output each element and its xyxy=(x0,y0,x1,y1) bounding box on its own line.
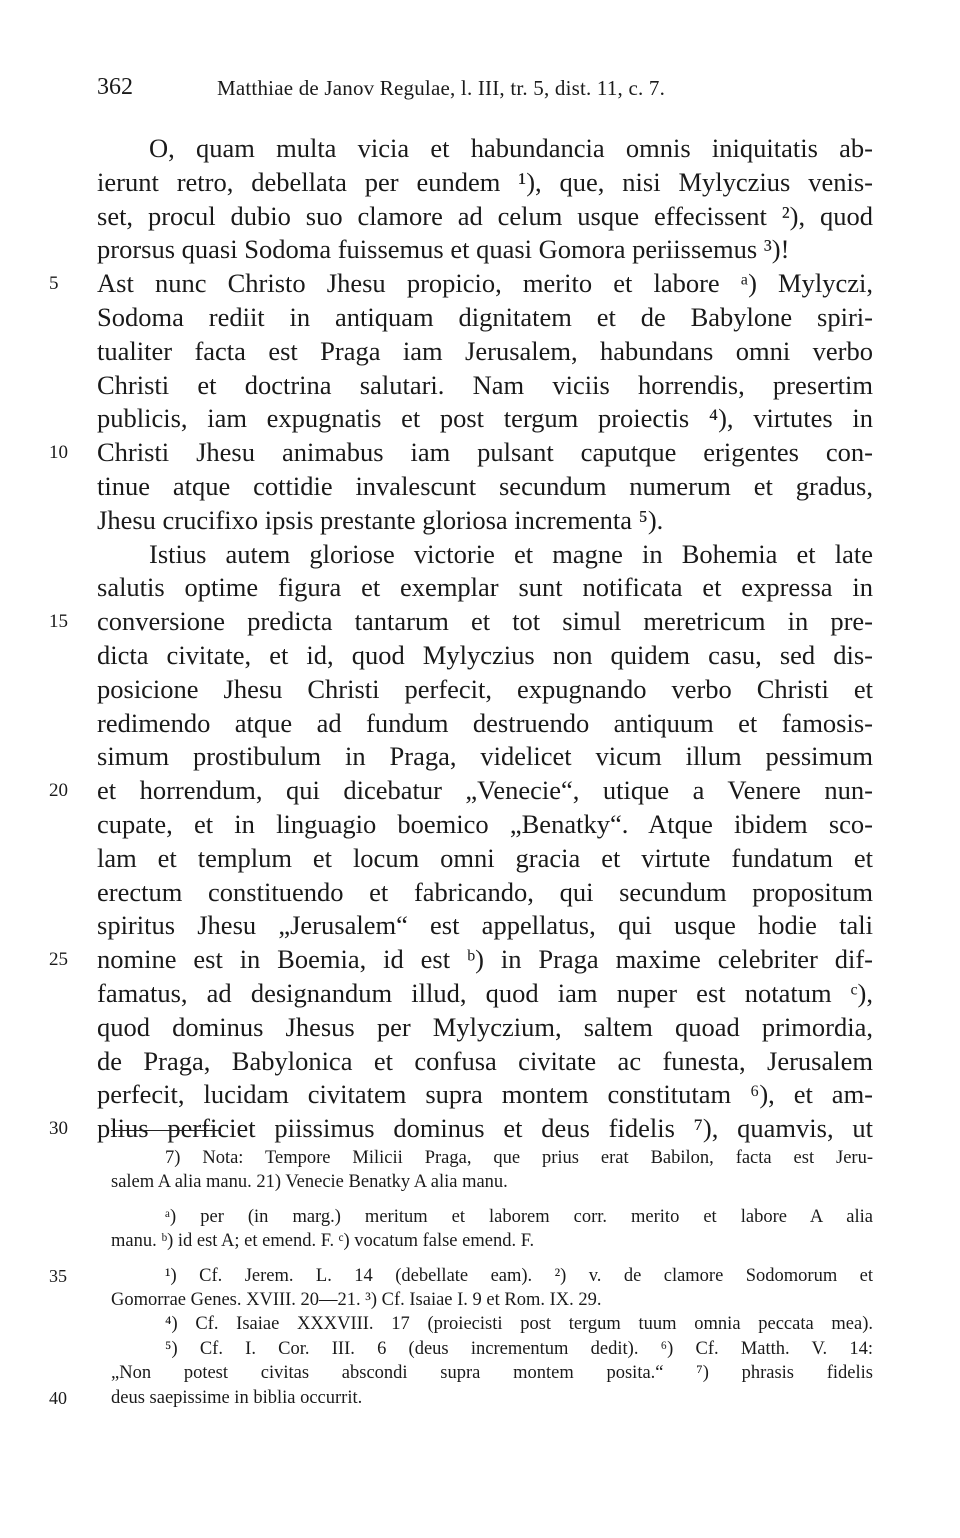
text-line xyxy=(97,233,873,267)
line-text: tualiter facta est Praga iam Jerusalem, habundans omni verbo xyxy=(97,335,873,366)
text-line xyxy=(97,909,873,943)
footnote-text: ⁵) Cf. I. Cor. III. 6 (deus incrementum dedit). ⁶) Cf. Matth. V. 14: xyxy=(165,1338,873,1359)
text-line xyxy=(97,470,873,504)
text-line xyxy=(97,301,873,335)
line-text: cupate, et in linguagio boemico „Benatky“. Atque ibidem sco- xyxy=(97,808,873,839)
line-text: famatus, ad designandum illud, quod iam nuper est notatum ᶜ), xyxy=(97,977,873,1008)
line-text: posicione Jhesu Christi perfecit, expugnando verbo Christi et xyxy=(97,673,873,704)
line-text: set, procul dubio suo clamore ad celum usque effecissent ²), quod xyxy=(97,200,873,231)
footnote-line xyxy=(111,1337,873,1361)
line-text: Istius autem gloriose victorie et magne in Bohemia et late xyxy=(149,538,873,569)
footnote-text: manu. ᵇ) id est A; et emend. F. ᶜ) vocatum false emend. F. xyxy=(111,1231,535,1252)
text-line xyxy=(97,166,873,200)
running-title: Matthiae de Janov Regulae, l. III, tr. 5, dist. 11, c. 7. xyxy=(217,76,666,100)
line-text: Christi et doctrina salutari. Nam viciis horrendis, presertim xyxy=(97,369,873,400)
footnote-line xyxy=(49,1264,873,1288)
footnote-line xyxy=(111,1361,873,1385)
footnote-separator xyxy=(111,1130,221,1131)
footnote-text: „Non potest civitas abscondi supra montem posita.“ ⁷) phrasis fidelis xyxy=(111,1363,873,1384)
text-line xyxy=(97,369,873,403)
text-line xyxy=(97,842,873,876)
line-text: lam et templum et locum omni gracia et virtute fundatum et xyxy=(97,842,873,873)
line-text: publicis, iam expugnatis et post tergum proiectis ⁴), virtutes in xyxy=(97,403,873,434)
line-number: 10 xyxy=(49,442,68,464)
line-text: erectum constituendo et fabricando, qui secundum propositum xyxy=(97,876,873,907)
text-line xyxy=(97,571,873,605)
footnotes xyxy=(49,1146,873,1410)
text-line xyxy=(49,943,873,977)
line-number: 35 xyxy=(49,1265,67,1286)
footnote-text: 7) Nota: Tempore Milicii Praga, que prius erat Babilon, facta est Jeru- xyxy=(165,1148,873,1168)
line-number: 30 xyxy=(49,1118,68,1140)
footnote-text: deus saepissime in biblia occurrit. xyxy=(111,1387,363,1408)
footnote-gap xyxy=(111,1254,873,1264)
line-text: Ast nunc Christo Jhesu propicio, merito et labore ᵃ) Mylyczi, xyxy=(97,268,873,299)
line-text: ierunt retro, debellata per eundem ¹), que, nisi Mylyczius venis- xyxy=(97,166,873,197)
text-line xyxy=(97,707,873,741)
line-text: simum prostibulum in Praga, videlicet vicum illum pessimum xyxy=(97,741,873,772)
footnote-gap xyxy=(111,1195,873,1205)
line-text: prorsus quasi Sodoma fuissemus et quasi Gomora periissemus ³)! xyxy=(97,234,790,265)
line-text: Christi Jhesu animabus iam pulsant caputque erigentes con- xyxy=(97,437,873,468)
text-line xyxy=(97,335,873,369)
footnote-text: Gomorrae Genes. XVIII. 20—21. ³) Cf. Isaiae I. 9 et Rom. IX. 29. xyxy=(111,1289,602,1310)
text-line xyxy=(49,774,873,808)
line-text: Sodoma rediit in antiquam dignitatem et de Babylone spiri- xyxy=(97,301,873,332)
text-line xyxy=(49,605,873,639)
text-line xyxy=(97,673,873,707)
line-text: spiritus Jhesu „Jerusalem“ est appellatus, qui usque hodie tali xyxy=(97,910,873,941)
line-text: salutis optime figura et exemplar sunt notificata et expressa in xyxy=(97,572,873,603)
line-text: tinue atque cottidie invalescunt secundum numerum et gradus, xyxy=(97,470,873,501)
text-line xyxy=(97,402,873,436)
line-text: nomine est in Boemia, id est ᵇ) in Praga maxime celebriter dif- xyxy=(97,944,873,975)
line-text: dicta civitate, et id, quod Mylyczius non quidem casu, sed dis- xyxy=(97,639,873,670)
footnote-text: ⁴) Cf. Isaiae XXXVIII. 17 (proiecisti post tergum tuum omnia peccata mea). xyxy=(165,1314,873,1335)
line-number: 15 xyxy=(49,611,68,633)
text-line xyxy=(97,740,873,774)
line-number: 25 xyxy=(49,949,68,971)
footnote-text: ¹) Cf. Jerem. L. 14 (debellate eam). ²) v. de clamore Sodomorum et xyxy=(165,1265,873,1286)
text-line xyxy=(97,200,873,234)
line-text: conversione predicta tantarum et tot simul meretricum in pre- xyxy=(97,606,873,637)
footnote-line xyxy=(111,1288,873,1312)
line-text: et horrendum, qui dicebatur „Venecie“, utique a Venere nun- xyxy=(97,775,873,806)
line-text: O, quam multa vicia et habundancia omnis iniquitatis ab- xyxy=(149,133,873,163)
footnote-text: ᵃ) per (in marg.) meritum et laborem corr. merito et labore A alia xyxy=(165,1206,873,1227)
footnote-line xyxy=(111,1205,873,1229)
footnote-line xyxy=(111,1229,873,1253)
text-line xyxy=(97,977,873,1011)
line-text: plius perficiet piissimus dominus et deus fidelis ⁷), quamvis, ut xyxy=(97,1113,873,1144)
text-line xyxy=(97,538,873,572)
text-line xyxy=(97,808,873,842)
main-text xyxy=(49,132,873,1146)
line-number: 40 xyxy=(49,1387,67,1408)
footnote-line xyxy=(111,1146,873,1170)
text-line xyxy=(49,436,873,470)
text-line xyxy=(97,1011,873,1045)
line-text: perfecit, lucidam civitatem supra montem constitutam ⁶), et am- xyxy=(97,1079,873,1110)
footnote-text: salem A alia manu. 21) Venecie Benatky A alia manu. xyxy=(111,1172,508,1193)
text-line xyxy=(97,504,873,538)
text-line xyxy=(97,639,873,673)
text-line xyxy=(97,876,873,910)
line-text: redimendo atque ad fundum destruendo antiquum et famosis- xyxy=(97,707,873,738)
page-number: 362 xyxy=(97,74,133,100)
text-line xyxy=(49,267,873,301)
footnote-line xyxy=(49,1386,873,1410)
footnote-line xyxy=(111,1312,873,1336)
text-line xyxy=(97,1045,873,1079)
line-text: Jhesu crucifixo ipsis prestante gloriosa incrementa ⁵). xyxy=(97,504,664,535)
line-number: 5 xyxy=(49,273,59,295)
line-text: de Praga, Babylonica et confusa civitate ac funesta, Jerusalem xyxy=(97,1045,873,1076)
text-line xyxy=(97,1078,873,1112)
text-line xyxy=(49,1112,873,1146)
line-text: quod dominus Jhesus per Mylyczium, saltem quoad primordia, xyxy=(97,1011,873,1042)
footnote-line xyxy=(111,1170,873,1194)
text-line xyxy=(97,132,873,166)
page-header xyxy=(97,74,873,104)
line-number: 20 xyxy=(49,780,68,802)
